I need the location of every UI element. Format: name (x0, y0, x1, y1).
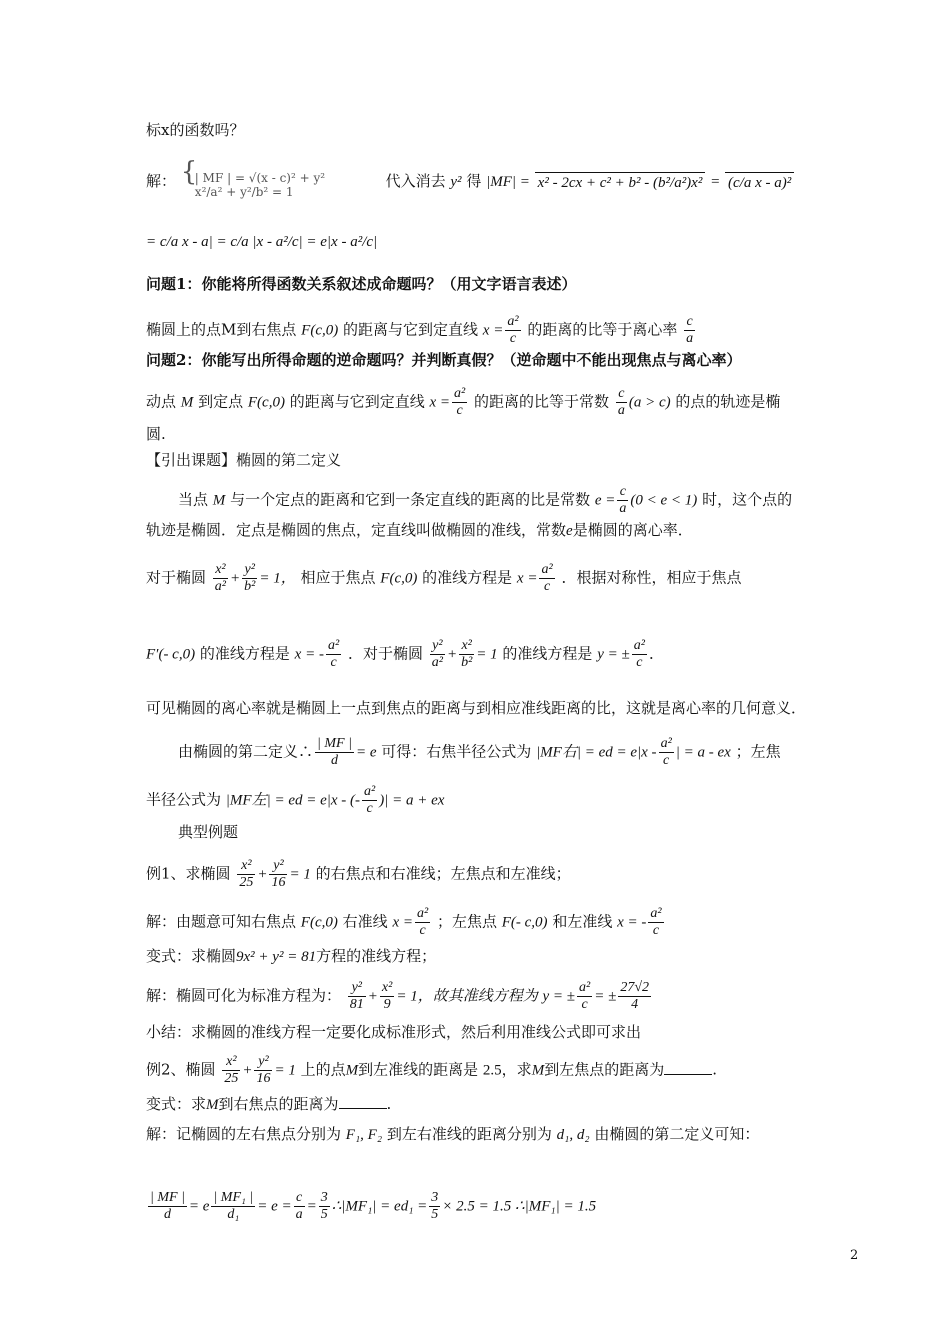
radical-1: x² - 2cx + c² + b² - (b²/a²)x² (535, 172, 706, 193)
variant-2-solution: 解：记椭圆的左右焦点分别为 F₁, F₂ 到左右准线的距离分别为 d₁, d₂ 由椭圆的第二定义可知： (146, 1125, 760, 1143)
line-10: 当点 M 与一个定点的距离和它到一条定直线的距离的比是常数 e = $\frac{c}{a}$ (0 < e < 1) 时，这个点的 (178, 484, 793, 516)
question-2: 问题2：你能写出所得命题的逆命题吗？并判断真假？（逆命题中不能出现焦点与离心率） (146, 351, 742, 369)
line-15: 由椭圆的第二定义∴ $\frac{| MF |}{d}$ = e 可得：右焦半径公式为 |MF右| = ed = e|x - $\frac{\text{a²}}{c}$ | = a - ex ；左焦 (178, 736, 781, 768)
line-16: 半径公式为 |MF左| = ed = e|x - (- $\frac{\text{a²}}{c}$ )| = a + ex (146, 784, 445, 816)
line-13: F′(- c,0) 的准线方程是 x = - $\frac{\text{a²}}{c}$ ．对于椭圆 $\frac{\text{y²}}{\text{a²}}$ + $\frac{\text{x²}}{\text{b²}}$ = 1 的准线方程是 y = ± $\frac{\text{a²}}{c}$ ． (146, 638, 664, 670)
line-14: 可见椭圆的离心率就是椭圆上一点到焦点的距离与到相应准线距离的比，这就是离心率的几何意义． (146, 699, 807, 717)
summary: 小结：求椭圆的准线方程一定要化成标准形式，然后利用准线公式即可求出 (146, 1023, 642, 1041)
line-2: 解： { | MF | = √(x - c)² + y² x²/a² + y²/b² = 1 代入消去 y² 得 |MF| = x² - 2cx + c² + b² - (b²/a²)x² = (c/a x - a)² (146, 168, 794, 196)
variant-2: 变式：求M到右焦点的距离为 . (146, 1095, 392, 1113)
answer-blank-1 (664, 1062, 712, 1075)
question-1: 问题1：你能将所得函数关系叙述成命题吗？（用文字语言表述） (146, 275, 577, 293)
line-8: 圆. (146, 425, 166, 443)
example-1: 例1、求椭圆 $\frac{\text{x²}}{25}$ + $\frac{\text{y²}}{16}$ = 1 的右焦点和右准线；左焦点和左准线； (146, 858, 571, 890)
answer-blank-2 (339, 1096, 387, 1109)
variant-1: 变式：求椭圆9x² + y² = 81方程的准线方程； (146, 947, 437, 965)
examples-heading: 典型例题 (178, 823, 239, 841)
variant-1-solution: 解：椭圆可化为标准方程为： $\frac{\text{y²}}{81}$ + $\frac{\text{x²}}{9}$ = 1，故其准线方程为 y = ± $\frac{\text{a²}}{c}$ = ± $\frac{27√2}{4}$ (146, 980, 650, 1012)
example-1-solution: 解：由题意可知右焦点 F(c,0) 右准线 x = $\frac{\text{a²}}{c}$ ；左焦点 F(- c,0) 和左准线 x = - $\frac{\text{a²}}{c}$ (146, 906, 662, 938)
garbled-equation-system: { | MF | = √(x - c)² + y² x²/a² + y²/b² = 1 (180, 157, 326, 199)
radical-2: (c/a x - a)² (725, 172, 794, 193)
section-title: 【引出课题】椭圆的第二定义 (146, 451, 342, 469)
line-1: 标x的函数吗？ (146, 121, 245, 139)
line-12: 对于椭圆 $\frac{\text{x²}}{\text{a²}}$ + $\frac{\text{y²}}{\text{b²}}$ = 1， 相应于焦点 F(c,0) 的准线方程是 x = $\frac{\text{a²}}{c}$ ．根据对称性，相应于焦点 (146, 562, 742, 594)
example-2: 例2、椭圆 $\frac{\text{x²}}{25}$ + $\frac{\text{y²}}{16}$ = 1 上的点M到左准线的距离是 2.5，求M到左焦点的距离为 . (146, 1054, 717, 1086)
final-equation: $\frac{| MF |}{d}$ = e $\frac{\text{| MF₁ |}}{\text{d₁}}$ = e = $\frac{c}{a}$ = $\frac{3}{5}$ ∴|MF₁| = ed₁ = $\frac{3}{5}$ × 2.5 = 1.5 ∴|MF₁| = 1.5 (150, 1190, 597, 1222)
line-7: 动点 M 到定点 F(c,0) 的距离与它到定直线 x = $\frac{\text{a²}}{c}$ 的距离的比等于常数 $\frac{c}{a}$ (a > c) 的点的轨迹是椭 (146, 386, 781, 418)
line-3: = c/a x - a| = c/a |x - a²/c| = e|x - a²/c| (146, 234, 378, 250)
line-5: 椭圆上的点M到右焦点 F(c,0) 的距离与它到定直线 x = $\frac{\text{a²}}{c}$ 的距离的比等于离心率 $\frac{c}{a}$ (146, 314, 694, 346)
line-11: 轨迹是椭圆．定点是椭圆的焦点，定直线叫做椭圆的准线，常数e是椭圆的离心率． (146, 521, 693, 539)
page-number: 2 (850, 1248, 859, 1263)
